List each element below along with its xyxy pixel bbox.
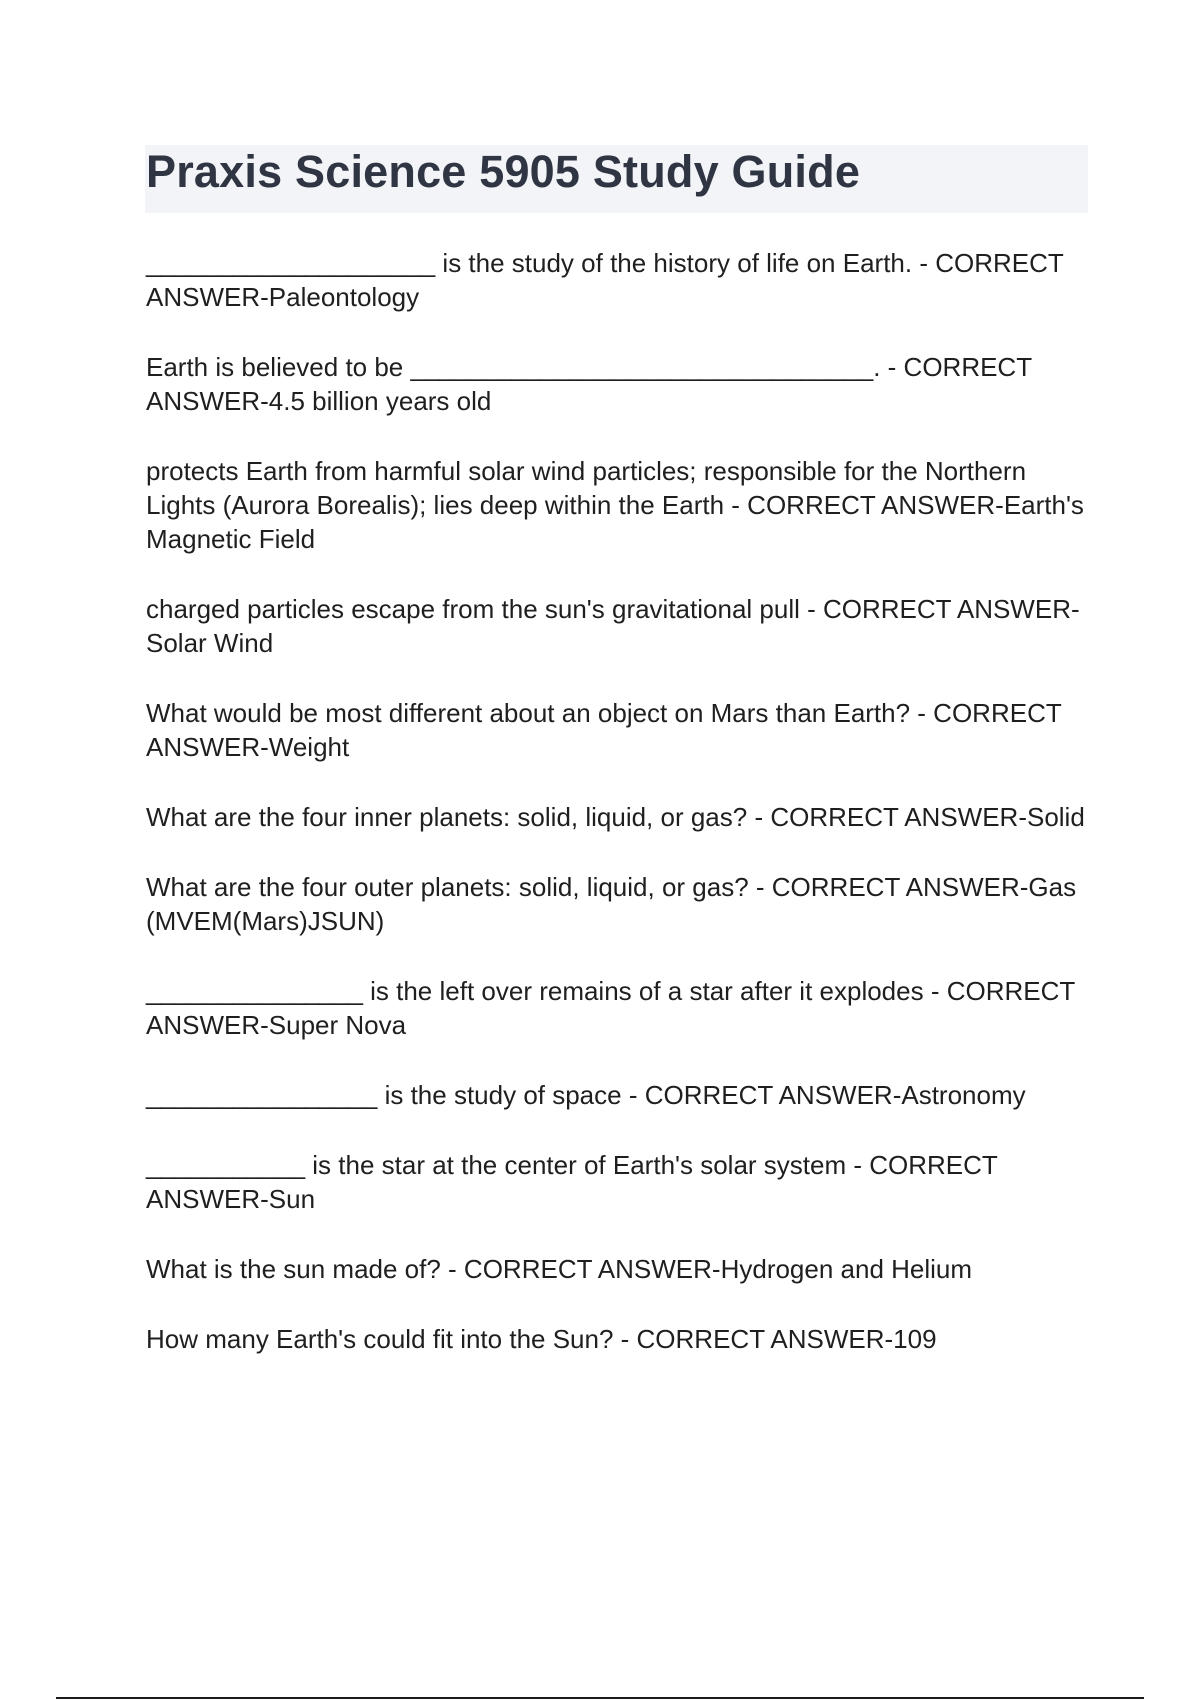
qa-item: charged particles escape from the sun's gravitational pull - CORRECT ANSWER-Solar Wind — [146, 594, 1080, 658]
qa-item: What are the four outer planets: solid, liquid, or gas? - CORRECT ANSWER-Gas (MVEM(Mars)JSUN) — [146, 872, 1077, 936]
qa-item: ___________ is the star at the center of Earth's solar system - CORRECT ANSWER-Sun — [146, 1150, 998, 1214]
qa-item: What are the four inner planets: solid, liquid, or gas? - CORRECT ANSWER-Solid — [146, 802, 1085, 832]
qa-item: protects Earth from harmful solar wind particles; responsible for the Northern Lights (Aurora Borealis); lies deep within the Earth - CORRECT ANSWER-Earth's Magnetic Field — [146, 456, 1084, 554]
qa-item: How many Earth's could fit into the Sun? - CORRECT ANSWER-109 — [146, 1324, 937, 1354]
qa-item: ________________ is the study of space - CORRECT ANSWER-Astronomy — [146, 1080, 1026, 1110]
qa-item: Earth is believed to be ________________________________. - CORRECT ANSWER-4.5 billion years old — [146, 352, 1032, 416]
qa-item: What is the sun made of? - CORRECT ANSWER-Hydrogen and Helium — [146, 1254, 973, 1284]
qa-item: What would be most different about an object on Mars than Earth? - CORRECT ANSWER-Weight — [146, 698, 1062, 762]
page-title: Praxis Science 5905 Study Guide — [146, 146, 861, 197]
qa-list — [146, 246, 1096, 1392]
qa-item: ____________________ is the study of the history of life on Earth. - CORRECT ANSWER-Paleontology — [146, 248, 1064, 312]
qa-item: _______________ is the left over remains of a star after it explodes - CORRECT ANSWER-Super Nova — [146, 976, 1075, 1040]
footer-divider — [56, 1697, 1144, 1699]
